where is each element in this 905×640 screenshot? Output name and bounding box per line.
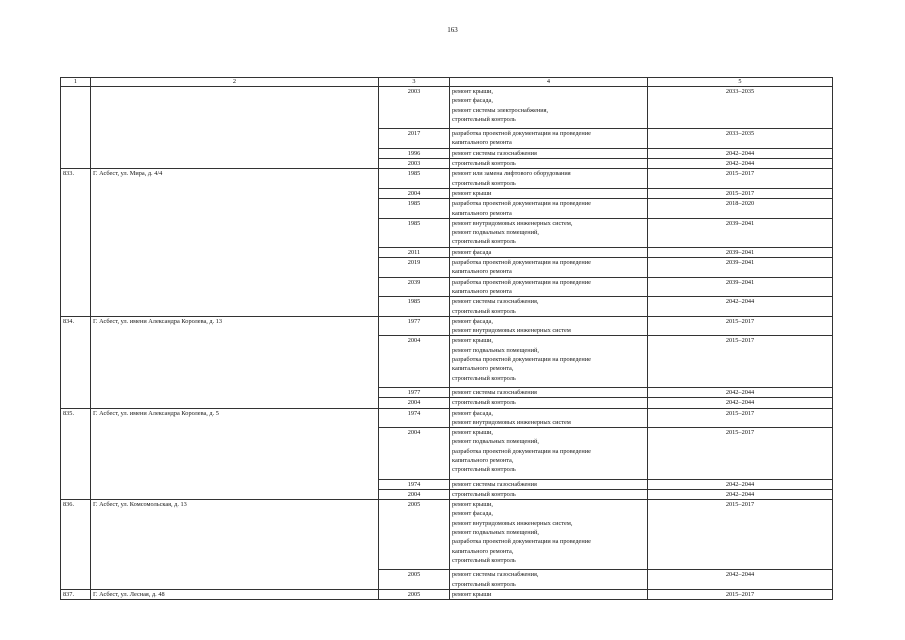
building-number-cell: 835. bbox=[61, 408, 91, 500]
works-cell bbox=[450, 428, 648, 479]
term-cell: 2042–2044 bbox=[648, 297, 833, 317]
work-item: строительный контроль bbox=[452, 307, 516, 315]
work-item: ремонт системы газоснабжения, bbox=[452, 298, 539, 306]
year-cell: 2003 bbox=[379, 159, 450, 169]
term-cell: 2039–2041 bbox=[648, 277, 833, 297]
work-item: строительный контроль bbox=[452, 466, 516, 474]
year-cell: 2004 bbox=[379, 489, 450, 499]
work-item: разработка проектной документации на проведение bbox=[452, 447, 591, 455]
year-cell: 2003 bbox=[379, 87, 450, 129]
building-number-cell: 834. bbox=[61, 316, 91, 408]
term-cell: 2015–2017 bbox=[648, 169, 833, 189]
work-item: разработка проектной документации на проведение bbox=[452, 538, 591, 546]
term-cell: 2015–2017 bbox=[648, 316, 833, 336]
year-cell: 2004 bbox=[379, 188, 450, 198]
year-cell: 1974 bbox=[379, 408, 450, 428]
work-item: ремонт фасада, bbox=[452, 409, 493, 417]
work-item: ремонт подвальных помещений, bbox=[452, 529, 539, 537]
term-cell: 2042–2044 bbox=[648, 570, 833, 590]
building-number-cell bbox=[61, 87, 91, 169]
work-item: строительный контроль bbox=[452, 399, 516, 407]
works-cell bbox=[450, 247, 648, 257]
building-address-cell: Г. Асбест, ул. Комсомольская, д. 13 bbox=[91, 500, 379, 590]
works-cell bbox=[450, 199, 648, 219]
work-item: ремонт крыши, bbox=[452, 429, 494, 437]
work-item: ремонт фасада bbox=[452, 248, 492, 256]
term-cell: 2042–2044 bbox=[648, 398, 833, 408]
term-cell: 2033–2035 bbox=[648, 129, 833, 149]
year-cell: 1985 bbox=[379, 199, 450, 219]
table-row bbox=[61, 589, 833, 599]
year-cell: 2017 bbox=[379, 129, 450, 149]
work-item: разработка проектной документации на проведение bbox=[452, 278, 591, 286]
work-item: капитального ремонта, bbox=[452, 365, 514, 373]
work-item: капитального ремонта, bbox=[452, 456, 514, 464]
building-address-cell bbox=[91, 87, 379, 169]
works-cell bbox=[450, 398, 648, 408]
work-item: разработка проектной документации на проведение bbox=[452, 130, 591, 138]
works-cell bbox=[450, 489, 648, 499]
year-cell: 1977 bbox=[379, 316, 450, 336]
work-item: капитального ремонта bbox=[452, 287, 512, 295]
term-cell: 2015–2017 bbox=[648, 589, 833, 599]
work-item: ремонт системы газоснабжения, bbox=[452, 571, 539, 579]
work-item: ремонт или замена лифтового оборудования bbox=[452, 170, 571, 178]
work-item: строительный контроль bbox=[452, 238, 516, 246]
building-address-cell: Г. Асбест, ул. имени Александра Королева, д. 13 bbox=[91, 316, 379, 408]
work-item: капитального ремонта, bbox=[452, 547, 514, 555]
work-item: строительный контроль bbox=[452, 490, 516, 498]
work-item: ремонт внутридомовых инженерных систем, bbox=[452, 219, 573, 227]
term-cell: 2018–2020 bbox=[648, 199, 833, 219]
year-cell: 2004 bbox=[379, 398, 450, 408]
column-header: 5 bbox=[648, 78, 833, 87]
year-cell: 1985 bbox=[379, 169, 450, 189]
works-cell bbox=[450, 570, 648, 590]
term-cell: 2015–2017 bbox=[648, 428, 833, 479]
year-cell: 2019 bbox=[379, 258, 450, 278]
work-item: ремонт фасада, bbox=[452, 97, 493, 105]
work-item: капитального ремонта bbox=[452, 209, 512, 217]
term-cell: 2042–2044 bbox=[648, 159, 833, 169]
repair-schedule-table bbox=[60, 77, 833, 600]
work-item: ремонт системы газоснабжения bbox=[452, 388, 537, 396]
year-cell: 2004 bbox=[379, 428, 450, 479]
column-number-header-row bbox=[61, 78, 833, 87]
term-cell: 2033–2035 bbox=[648, 87, 833, 129]
year-cell: 2004 bbox=[379, 336, 450, 387]
works-cell bbox=[450, 500, 648, 570]
building-number-cell: 836. bbox=[61, 500, 91, 590]
works-cell bbox=[450, 87, 648, 129]
works-cell bbox=[450, 129, 648, 149]
work-item: строительный контроль bbox=[452, 179, 516, 187]
works-cell bbox=[450, 479, 648, 489]
work-item: ремонт подвальных помещений, bbox=[452, 229, 539, 237]
column-header: 2 bbox=[91, 78, 379, 87]
building-number-cell: 833. bbox=[61, 169, 91, 316]
year-cell: 2005 bbox=[379, 589, 450, 599]
work-item: ремонт крыши, bbox=[452, 88, 494, 95]
work-item: ремонт внутридомовых инженерных систем bbox=[452, 327, 571, 335]
work-item: строительный контроль bbox=[452, 374, 516, 382]
table-row bbox=[61, 408, 833, 428]
work-item: ремонт подвальных помещений, bbox=[452, 346, 539, 354]
works-cell bbox=[450, 297, 648, 317]
works-cell bbox=[450, 218, 648, 247]
works-cell bbox=[450, 159, 648, 169]
works-cell bbox=[450, 258, 648, 278]
term-cell: 2042–2044 bbox=[648, 479, 833, 489]
works-cell bbox=[450, 408, 648, 428]
work-item: ремонт системы газоснабжения bbox=[452, 149, 537, 157]
year-cell: 1974 bbox=[379, 479, 450, 489]
column-header: 4 bbox=[450, 78, 648, 87]
column-header: 1 bbox=[61, 78, 91, 87]
term-cell: 2042–2044 bbox=[648, 387, 833, 397]
building-number-cell: 837. bbox=[61, 589, 91, 599]
work-item: ремонт крыши, bbox=[452, 501, 494, 509]
term-cell: 2015–2017 bbox=[648, 336, 833, 387]
works-cell bbox=[450, 589, 648, 599]
term-cell: 2015–2017 bbox=[648, 188, 833, 198]
work-item: ремонт системы электроснабжения, bbox=[452, 106, 549, 114]
term-cell: 2039–2041 bbox=[648, 218, 833, 247]
table-row bbox=[61, 169, 833, 189]
building-address-cell: Г. Асбест, ул. имени Александра Королева, д. 5 bbox=[91, 408, 379, 500]
work-item: ремонт внутридомовых инженерных систем, bbox=[452, 519, 573, 527]
work-item: ремонт крыши, bbox=[452, 337, 494, 345]
term-cell: 2039–2041 bbox=[648, 258, 833, 278]
term-cell: 2042–2044 bbox=[648, 148, 833, 158]
work-item: капитального ремонта bbox=[452, 268, 512, 276]
works-cell bbox=[450, 316, 648, 336]
term-cell: 2015–2017 bbox=[648, 408, 833, 428]
work-item: разработка проектной документации на проведение bbox=[452, 200, 591, 208]
table-row bbox=[61, 500, 833, 570]
term-cell: 2039–2041 bbox=[648, 247, 833, 257]
works-cell bbox=[450, 277, 648, 297]
year-cell: 2005 bbox=[379, 570, 450, 590]
work-item: строительный контроль bbox=[452, 160, 516, 168]
table-body bbox=[61, 87, 833, 600]
work-item: ремонт фасада, bbox=[452, 510, 493, 518]
work-item: ремонт подвальных помещений, bbox=[452, 438, 539, 446]
work-item: строительный контроль bbox=[452, 580, 516, 588]
work-item: строительный контроль bbox=[452, 556, 516, 564]
year-cell: 1996 bbox=[379, 148, 450, 158]
year-cell: 1985 bbox=[379, 297, 450, 317]
year-cell: 1985 bbox=[379, 218, 450, 247]
work-item: капитального ремонта bbox=[452, 139, 512, 147]
work-item: ремонт фасада, bbox=[452, 317, 493, 325]
works-cell bbox=[450, 148, 648, 158]
page-number: 163 bbox=[447, 26, 458, 34]
work-item: ремонт крыши bbox=[452, 590, 492, 598]
term-cell: 2042–2044 bbox=[648, 489, 833, 499]
term-cell: 2015–2017 bbox=[648, 500, 833, 570]
works-cell bbox=[450, 169, 648, 189]
work-item: разработка проектной документации на проведение bbox=[452, 356, 591, 364]
work-item: строительный контроль bbox=[452, 115, 516, 123]
works-cell bbox=[450, 188, 648, 198]
table-row bbox=[61, 316, 833, 336]
year-cell: 2011 bbox=[379, 247, 450, 257]
column-header: 3 bbox=[379, 78, 450, 87]
year-cell: 2039 bbox=[379, 277, 450, 297]
building-address-cell: Г. Асбест, ул. Лесная, д. 48 bbox=[91, 589, 379, 599]
work-item: ремонт внутридомовых инженерных систем bbox=[452, 418, 571, 426]
work-item: разработка проектной документации на проведение bbox=[452, 259, 591, 267]
table-row bbox=[61, 87, 833, 129]
works-cell bbox=[450, 387, 648, 397]
work-item: ремонт крыши bbox=[452, 189, 492, 197]
building-address-cell: Г. Асбест, ул. Мира, д. 4/4 bbox=[91, 169, 379, 316]
year-cell: 2005 bbox=[379, 500, 450, 570]
work-item: ремонт системы газоснабжения bbox=[452, 480, 537, 488]
works-cell bbox=[450, 336, 648, 387]
year-cell: 1977 bbox=[379, 387, 450, 397]
